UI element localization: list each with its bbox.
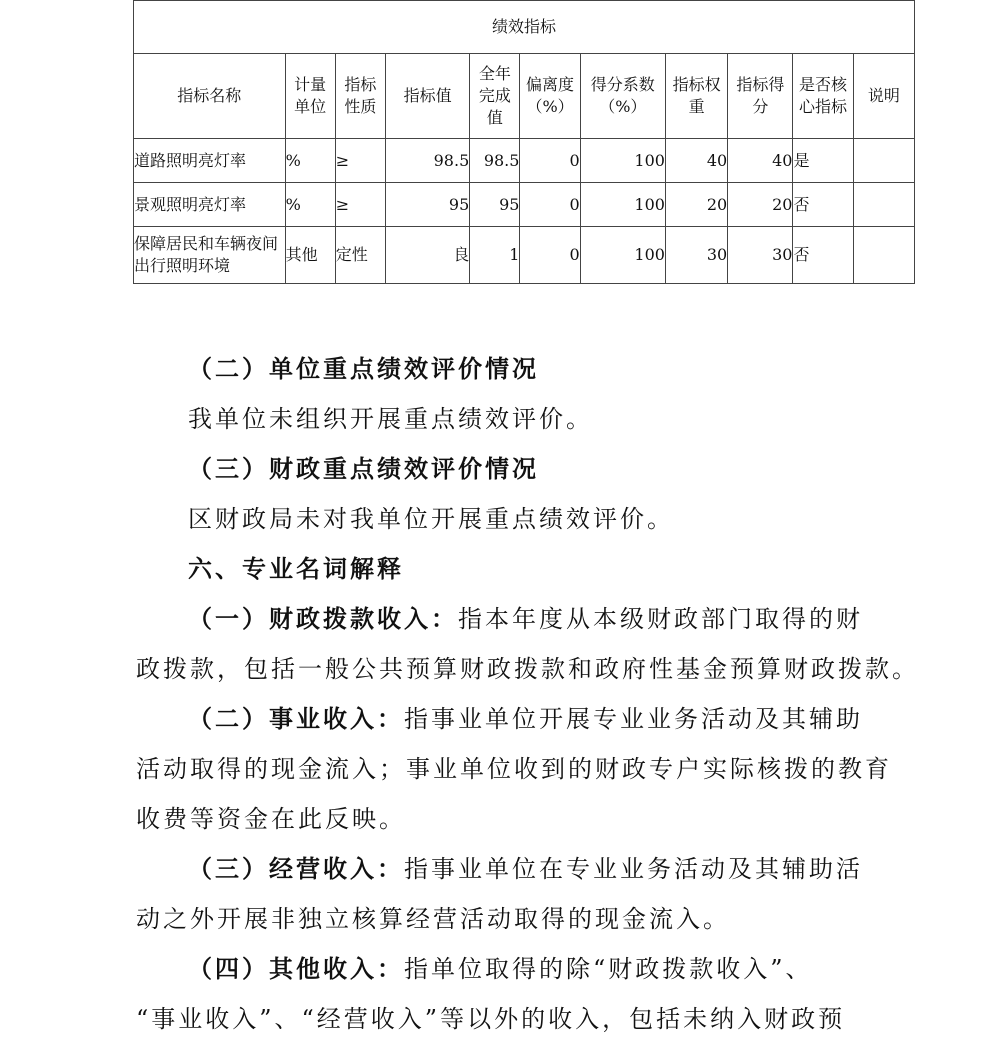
cell-is-core: 是: [793, 139, 853, 183]
term-3-text-1: 指事业单位在专业业务活动及其辅助活: [404, 855, 863, 883]
term-2-line-3: 收费等资金在此反映。: [136, 805, 406, 833]
cell-score: 20: [728, 183, 793, 227]
term-4-text-1: 指单位取得的除“财政拨款收入”、: [404, 955, 813, 983]
term-1-text-1: 指本年度从本级财政部门取得的财: [458, 605, 863, 633]
header-deviation: 偏离度 （%）: [520, 54, 580, 139]
cell-unit: 其他: [285, 227, 335, 284]
cell-nature: 定性: [335, 227, 385, 284]
term-2-text-1: 指事业单位开展专业业务活动及其辅助: [404, 705, 863, 733]
section-2-text: 我单位未组织开展重点绩效评价。: [188, 405, 593, 433]
cell-actual-value: 1: [470, 227, 520, 284]
term-1-line-2: 政拨款，包括一般公共预算财政拨款和政府性基金预算财政拨款。: [136, 655, 919, 683]
cell-nature: ≥: [335, 183, 385, 227]
term-3-line-2: 动之外开展非独立核算经营活动取得的现金流入。: [136, 905, 730, 933]
header-score: 指标得 分: [728, 54, 793, 139]
term-2-line-2: 活动取得的现金流入；事业单位收到的财政专户实际核拨的教育: [136, 755, 892, 783]
header-nature: 指标 性质: [335, 54, 385, 139]
section-3-text: 区财政局未对我单位开展重点绩效评价。: [188, 505, 674, 533]
cell-score: 40: [728, 139, 793, 183]
cell-note: [853, 227, 914, 284]
term-3-label: （三）经营收入：: [188, 854, 404, 883]
cell-weight: 30: [665, 227, 727, 284]
cell-weight: 40: [665, 139, 727, 183]
term-4-line-1: [188, 944, 813, 994]
header-target-value: 指标值: [385, 54, 469, 139]
cell-target-value: 95: [385, 183, 469, 227]
cell-unit: %: [285, 183, 335, 227]
term-1-line-1: [188, 594, 863, 644]
cell-is-core: 否: [793, 183, 853, 227]
cell-unit: %: [285, 139, 335, 183]
cell-deviation: 0: [520, 183, 580, 227]
term-4-label: （四）其他收入：: [188, 954, 404, 983]
term-2-label: （二）事业收入：: [188, 704, 404, 733]
table-row: [134, 183, 915, 227]
cell-note: [853, 139, 914, 183]
table-row: [134, 139, 915, 183]
header-score-coefficient: 得分系数 （%）: [580, 54, 665, 139]
section-2-heading: （二）单位重点绩效评价情况: [188, 354, 539, 383]
term-1-label: （一）财政拨款收入：: [188, 604, 458, 633]
cell-target-value: 良: [385, 227, 469, 284]
cell-deviation: 0: [520, 227, 580, 284]
term-3-line-1: [188, 844, 863, 894]
header-weight: 指标权 重: [665, 54, 727, 139]
header-unit: 计量 单位: [285, 54, 335, 139]
cell-weight: 20: [665, 183, 727, 227]
cell-name: 道路照明亮灯率: [134, 139, 286, 183]
table-row: [134, 227, 915, 284]
term-4-line-2: “事业收入”、“经营收入”等以外的收入，包括未纳入财政预: [136, 1005, 846, 1033]
cell-note: [853, 183, 914, 227]
cell-deviation: 0: [520, 139, 580, 183]
cell-nature: ≥: [335, 139, 385, 183]
section-3-heading: （三）财政重点绩效评价情况: [188, 454, 539, 483]
cell-actual-value: 95: [470, 183, 520, 227]
cell-score-coefficient: 100: [580, 183, 665, 227]
performance-indicator-table: [133, 0, 915, 284]
cell-score-coefficient: 100: [580, 227, 665, 284]
header-actual-value: 全年 完成 值: [470, 54, 520, 139]
header-is-core: 是否核 心指标: [793, 54, 853, 139]
cell-score-coefficient: 100: [580, 139, 665, 183]
table-title: 绩效指标: [134, 1, 915, 54]
header-note: 说明: [853, 54, 914, 139]
cell-actual-value: 98.5: [470, 139, 520, 183]
section-6-heading: 六、专业名词解释: [188, 554, 404, 583]
term-2-line-1: [188, 694, 863, 744]
cell-name: 保障居民和车辆夜间出行照明环境: [134, 227, 286, 284]
cell-is-core: 否: [793, 227, 853, 284]
cell-name: 景观照明亮灯率: [134, 183, 286, 227]
cell-target-value: 98.5: [385, 139, 469, 183]
header-indicator-name: 指标名称: [134, 54, 286, 139]
cell-score: 30: [728, 227, 793, 284]
